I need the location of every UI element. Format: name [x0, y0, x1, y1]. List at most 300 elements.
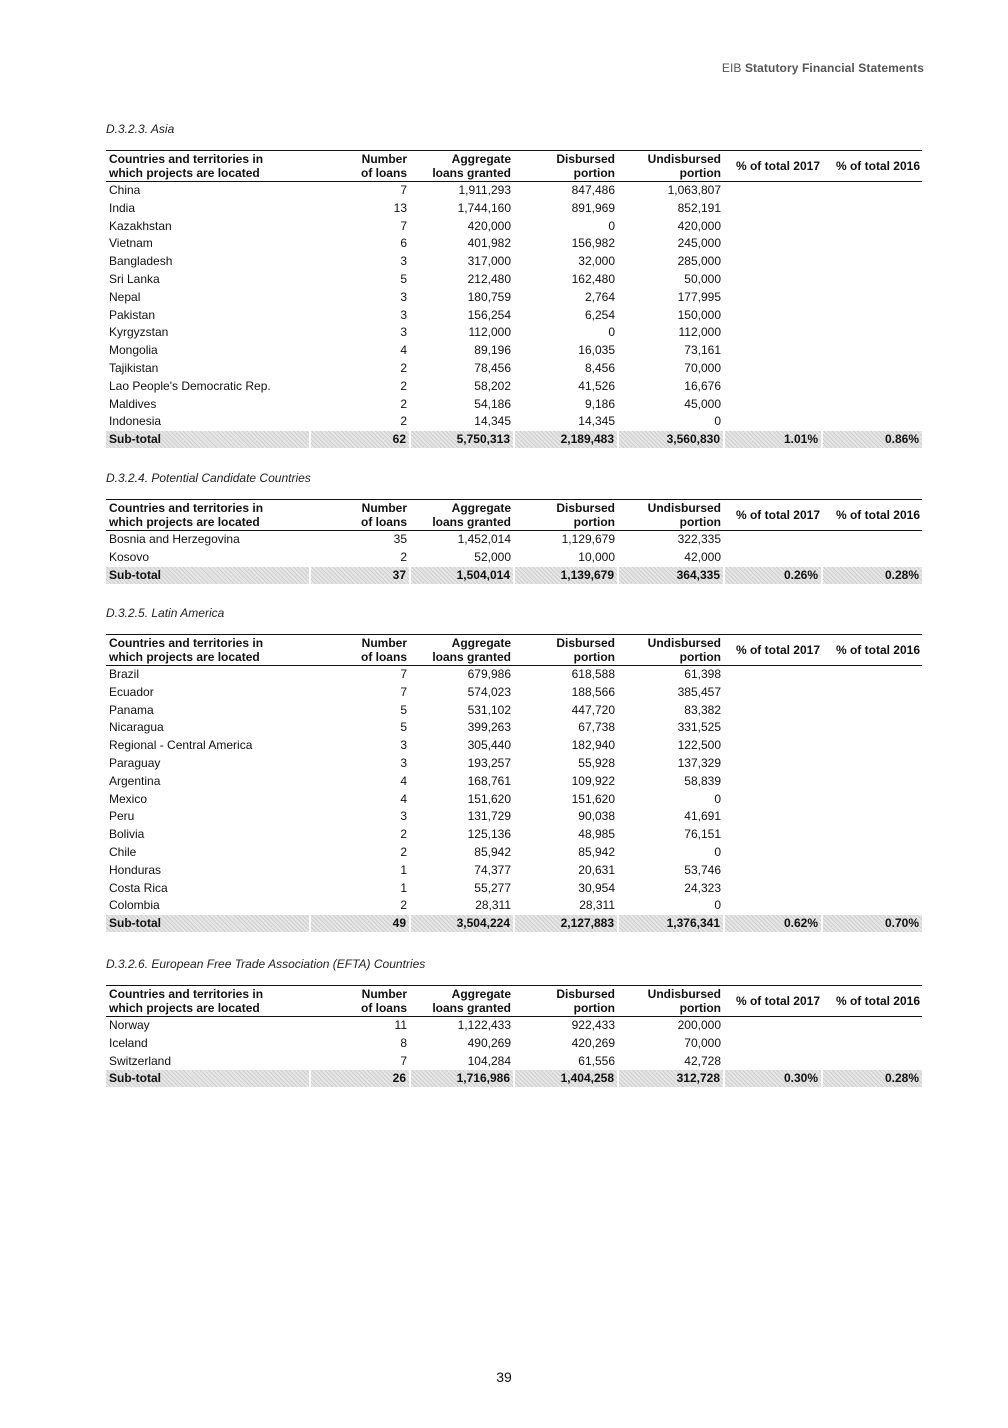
cell-disbursed: 0: [608, 218, 615, 233]
header-title: Statutory Financial Statements: [744, 61, 924, 75]
cell-pct2016: [822, 684, 922, 702]
col-header-country: Countries and territories in which projects are located: [106, 986, 310, 1017]
cell-country: Nepal: [109, 289, 141, 304]
subtotal-disbursed: 2,127,883: [514, 915, 618, 932]
cell-pct2016: [822, 235, 922, 253]
cell-disbursed: 2,764: [584, 289, 615, 304]
table-row: [106, 271, 922, 289]
header-row: [106, 986, 922, 1017]
cell-country: Maldives: [109, 396, 157, 411]
cell-undisbursed: 0: [714, 898, 721, 913]
header-brand: EIB: [721, 61, 742, 75]
cell-aggregate: 14,345: [474, 414, 511, 429]
col-header-number: Number of loans: [310, 500, 410, 531]
cell-pct2016: [822, 253, 922, 271]
cell-pct2017: [724, 755, 822, 773]
section-potential-candidate-countries: [106, 471, 924, 584]
col-header-pct2016: % of total 2016: [822, 635, 922, 666]
cell-number: 1: [400, 880, 407, 895]
subtotal-number: 26: [310, 1070, 410, 1087]
cell-pct2016: [822, 880, 922, 898]
col-header-pct2017: % of total 2017: [724, 151, 822, 182]
table-row: [106, 666, 922, 684]
cell-undisbursed: 42,728: [684, 1053, 721, 1068]
table-row: [106, 182, 922, 200]
cell-disbursed: 61,556: [578, 1053, 615, 1068]
cell-number: 11: [394, 1018, 407, 1032]
cell-aggregate: 180,759: [467, 289, 511, 304]
section-title: D.3.2.3. Asia: [106, 122, 175, 136]
cell-aggregate: 1,452,014: [457, 532, 511, 546]
cell-country: Kyrgyzstan: [109, 325, 169, 340]
col-header-country: Countries and territories in which projects are located: [106, 500, 310, 531]
subtotal-row: [106, 915, 922, 932]
cell-aggregate: 1,122,433: [457, 1018, 511, 1032]
cell-country: Kosovo: [109, 549, 150, 564]
cell-number: 2: [400, 898, 407, 913]
loans-table: [106, 150, 922, 448]
cell-number: 5: [400, 720, 407, 735]
cell-pct2016: [822, 755, 922, 773]
cell-aggregate: 399,263: [467, 720, 511, 735]
cell-undisbursed: 150,000: [677, 307, 721, 322]
page-number: 39: [496, 1369, 512, 1385]
table-row: [106, 791, 922, 809]
cell-number: 4: [400, 773, 407, 788]
cell-pct2017: [724, 182, 822, 200]
cell-disbursed: 67,738: [578, 720, 615, 735]
cell-pct2016: [822, 826, 922, 844]
cell-pct2017: [724, 549, 822, 567]
cell-disbursed: 891,969: [571, 200, 615, 215]
cell-country: China: [109, 183, 141, 197]
table-row: [106, 702, 922, 720]
col-header-aggregate: Aggregate loans granted: [410, 635, 514, 666]
cell-aggregate: 1,911,293: [458, 183, 511, 197]
table-row: [106, 755, 922, 773]
cell-disbursed: 109,922: [571, 773, 615, 788]
loans-table: [106, 985, 922, 1087]
cell-aggregate: 193,257: [467, 755, 511, 770]
cell-pct2017: [724, 702, 822, 720]
cell-pct2016: [822, 289, 922, 307]
cell-pct2017: [724, 791, 822, 809]
cell-undisbursed: 0: [714, 414, 721, 429]
cell-pct2017: [724, 235, 822, 253]
cell-country: Ecuador: [109, 684, 154, 699]
cell-pct2016: [822, 324, 922, 342]
cell-disbursed: 156,982: [571, 236, 615, 251]
subtotal-row: [106, 431, 922, 448]
cell-country: Nicaragua: [109, 720, 164, 735]
cell-pct2016: [822, 549, 922, 567]
col-header-undisbursed: Undisbursed portion: [618, 151, 724, 182]
cell-pct2016: [822, 378, 922, 396]
cell-undisbursed: 0: [714, 844, 721, 859]
subtotal-aggregate: 1,716,986: [410, 1070, 514, 1087]
section-title: D.3.2.6. European Free Trade Association (EFTA) Countries: [106, 957, 426, 971]
cell-aggregate: 168,761: [467, 773, 511, 788]
cell-pct2016: [822, 531, 922, 549]
cell-aggregate: 85,942: [474, 844, 511, 859]
col-header-number: Number of loans: [310, 635, 410, 666]
cell-aggregate: 74,377: [474, 862, 511, 877]
cell-pct2016: [822, 773, 922, 791]
cell-pct2017: [724, 826, 822, 844]
cell-aggregate: 151,620: [467, 791, 511, 806]
cell-country: Honduras: [109, 862, 162, 877]
subtotal-pct2017: 0.62%: [724, 915, 822, 932]
cell-undisbursed: 61,398: [684, 667, 721, 681]
cell-pct2017: [724, 719, 822, 737]
col-header-disbursed: Disbursed portion: [514, 635, 618, 666]
cell-country: Peru: [109, 809, 135, 824]
cell-country: Sri Lanka: [109, 271, 160, 286]
cell-undisbursed: 852,191: [677, 200, 721, 215]
cell-pct2016: [822, 307, 922, 325]
section-asia: [106, 122, 924, 448]
cell-disbursed: 6,254: [584, 307, 615, 322]
cell-number: 2: [400, 844, 407, 859]
col-header-aggregate: Aggregate loans granted: [410, 500, 514, 531]
cell-country: Kazakhstan: [109, 218, 172, 233]
table-row: [106, 549, 922, 567]
cell-disbursed: 48,985: [578, 827, 615, 842]
cell-aggregate: 156,254: [467, 307, 511, 322]
col-header-country: Countries and territories in which projects are located: [106, 635, 310, 666]
cell-number: 3: [400, 289, 407, 304]
cell-aggregate: 212,480: [467, 271, 511, 286]
cell-pct2017: [724, 289, 822, 307]
col-header-disbursed: Disbursed portion: [514, 986, 618, 1017]
col-header-undisbursed: Undisbursed portion: [618, 986, 724, 1017]
cell-undisbursed: 285,000: [677, 254, 721, 269]
col-header-undisbursed: Undisbursed portion: [618, 635, 724, 666]
cell-disbursed: 922,433: [571, 1018, 615, 1032]
cell-number: 35: [393, 532, 407, 546]
header-row: [106, 151, 922, 182]
cell-pct2017: [724, 307, 822, 325]
cell-pct2017: [724, 342, 822, 360]
cell-disbursed: 41,526: [578, 378, 615, 393]
table-row: [106, 862, 922, 880]
subtotal-number: 62: [310, 431, 410, 448]
cell-number: 6: [400, 236, 407, 251]
cell-aggregate: 55,277: [474, 880, 511, 895]
subtotal-country: Sub-total: [106, 915, 310, 932]
cell-pct2016: [822, 702, 922, 720]
cell-undisbursed: 50,000: [684, 271, 721, 286]
table-row: [106, 253, 922, 271]
col-header-aggregate: Aggregate loans granted: [410, 151, 514, 182]
cell-disbursed: 188,566: [571, 684, 615, 699]
cell-number: 7: [400, 667, 407, 681]
cell-number: 3: [400, 738, 407, 753]
cell-aggregate: 574,023: [467, 684, 511, 699]
cell-undisbursed: 70,000: [684, 360, 721, 375]
cell-country: Regional - Central America: [109, 738, 253, 753]
table-row: [106, 1035, 922, 1053]
cell-pct2017: [724, 360, 822, 378]
cell-pct2016: [822, 360, 922, 378]
subtotal-disbursed: 1,404,258: [514, 1070, 618, 1087]
cell-pct2016: [822, 342, 922, 360]
page-header: [722, 61, 924, 75]
cell-disbursed: 10,000: [578, 549, 615, 564]
cell-undisbursed: 137,329: [677, 755, 721, 770]
cell-country: Brazil: [109, 667, 140, 681]
cell-undisbursed: 45,000: [684, 396, 721, 411]
cell-number: 7: [400, 183, 407, 197]
cell-country: Paraguay: [109, 755, 161, 770]
cell-pct2016: [822, 719, 922, 737]
header-row: [106, 500, 922, 531]
cell-pct2016: [822, 897, 922, 915]
subtotal-aggregate: 5,750,313: [410, 431, 514, 448]
cell-aggregate: 305,440: [467, 738, 511, 753]
cell-country: Lao People's Democratic Rep.: [109, 378, 271, 393]
subtotal-disbursed: 2,189,483: [514, 431, 618, 448]
table-row: [106, 826, 922, 844]
cell-pct2017: [724, 378, 822, 396]
table-row: [106, 897, 922, 915]
subtotal-undisbursed: 364,335: [618, 567, 724, 584]
cell-undisbursed: 200,000: [677, 1018, 721, 1032]
subtotal-pct2017: 0.26%: [724, 567, 822, 584]
cell-number: 3: [400, 307, 407, 322]
cell-country: Argentina: [109, 773, 161, 788]
subtotal-row: [106, 567, 922, 584]
table-row: [106, 324, 922, 342]
cell-disbursed: 162,480: [571, 271, 615, 286]
cell-disbursed: 1,129,679: [561, 532, 615, 546]
col-header-pct2017: % of total 2017: [724, 500, 822, 531]
cell-pct2016: [822, 791, 922, 809]
subtotal-undisbursed: 312,728: [618, 1070, 724, 1087]
cell-aggregate: 112,000: [468, 325, 511, 340]
cell-number: 2: [400, 396, 407, 411]
cell-undisbursed: 42,000: [684, 549, 721, 564]
cell-pct2016: [822, 200, 922, 218]
cell-aggregate: 52,000: [474, 549, 511, 564]
cell-disbursed: 90,038: [578, 809, 615, 824]
cell-aggregate: 54,186: [474, 396, 511, 411]
loans-table: [106, 499, 922, 584]
cell-pct2017: [724, 531, 822, 549]
cell-disbursed: 8,456: [584, 360, 615, 375]
cell-country: Bolivia: [109, 827, 145, 842]
cell-pct2017: [724, 253, 822, 271]
col-header-number: Number of loans: [310, 151, 410, 182]
col-header-pct2017: % of total 2017: [724, 635, 822, 666]
cell-number: 3: [400, 325, 407, 340]
subtotal-number: 49: [310, 915, 410, 932]
cell-aggregate: 78,456: [474, 360, 511, 375]
cell-pct2017: [724, 1035, 822, 1053]
cell-country: India: [109, 200, 136, 215]
table-row: [106, 307, 922, 325]
table-row: [106, 1053, 922, 1071]
cell-undisbursed: 70,000: [684, 1035, 721, 1050]
cell-undisbursed: 1,063,807: [667, 183, 721, 197]
table-row: [106, 684, 922, 702]
cell-number: 2: [400, 827, 407, 842]
cell-undisbursed: 112,000: [678, 325, 721, 340]
cell-country: Indonesia: [109, 414, 162, 429]
table-row: [106, 235, 922, 253]
cell-number: 2: [400, 360, 407, 375]
subtotal-country: Sub-total: [106, 1070, 310, 1087]
cell-number: 4: [400, 791, 407, 806]
subtotal-pct2017: 0.30%: [724, 1070, 822, 1087]
cell-disbursed: 28,311: [579, 898, 615, 913]
cell-country: Bangladesh: [109, 254, 173, 269]
cell-pct2016: [822, 844, 922, 862]
table-row: [106, 218, 922, 236]
subtotal-pct2016: 0.86%: [822, 431, 922, 448]
cell-number: 2: [400, 378, 407, 393]
table-row: [106, 413, 922, 431]
cell-pct2016: [822, 808, 922, 826]
cell-number: 13: [393, 200, 407, 215]
cell-country: Costa Rica: [109, 880, 168, 895]
cell-disbursed: 420,269: [571, 1035, 615, 1050]
cell-number: 2: [400, 414, 407, 429]
table-row: [106, 773, 922, 791]
subtotal-country: Sub-total: [106, 431, 310, 448]
cell-disbursed: 20,631: [578, 862, 615, 877]
subtotal-undisbursed: 3,560,830: [618, 431, 724, 448]
cell-country: Colombia: [109, 898, 160, 913]
cell-pct2016: [822, 413, 922, 431]
table-row: [106, 1017, 922, 1035]
table-row: [106, 378, 922, 396]
cell-pct2017: [724, 200, 822, 218]
cell-number: 3: [400, 254, 407, 269]
subtotal-aggregate: 1,504,014: [410, 567, 514, 584]
cell-country: Chile: [109, 844, 137, 859]
cell-aggregate: 58,202: [474, 378, 511, 393]
table-row: [106, 808, 922, 826]
subtotal-number: 37: [310, 567, 410, 584]
cell-undisbursed: 331,525: [677, 720, 721, 735]
cell-pct2016: [822, 271, 922, 289]
cell-pct2016: [822, 218, 922, 236]
cell-pct2017: [724, 880, 822, 898]
cell-undisbursed: 322,335: [677, 532, 721, 546]
cell-pct2016: [822, 182, 922, 200]
cell-aggregate: 317,000: [467, 254, 511, 269]
col-header-undisbursed: Undisbursed portion: [618, 500, 724, 531]
cell-undisbursed: 122,500: [677, 738, 721, 753]
cell-aggregate: 28,311: [475, 898, 511, 913]
cell-undisbursed: 385,457: [677, 684, 721, 699]
cell-aggregate: 1,744,160: [457, 200, 511, 215]
cell-number: 2: [400, 549, 407, 564]
cell-disbursed: 55,928: [578, 755, 615, 770]
cell-number: 7: [400, 1053, 407, 1068]
cell-number: 7: [400, 218, 407, 233]
cell-country: Panama: [109, 702, 154, 717]
cell-pct2017: [724, 271, 822, 289]
cell-pct2016: [822, 1017, 922, 1035]
table-row: [106, 880, 922, 898]
col-header-pct2016: % of total 2016: [822, 500, 922, 531]
table-row: [106, 719, 922, 737]
cell-undisbursed: 83,382: [684, 702, 721, 717]
cell-disbursed: 847,486: [571, 183, 615, 197]
cell-pct2017: [724, 1017, 822, 1035]
cell-pct2016: [822, 1053, 922, 1071]
cell-pct2017: [724, 684, 822, 702]
cell-pct2017: [724, 413, 822, 431]
cell-undisbursed: 0: [714, 791, 721, 806]
cell-pct2017: [724, 808, 822, 826]
subtotal-pct2017: 1.01%: [724, 431, 822, 448]
table-row: [106, 342, 922, 360]
cell-aggregate: 490,269: [467, 1035, 511, 1050]
col-header-disbursed: Disbursed portion: [514, 151, 618, 182]
subtotal-pct2016: 0.28%: [822, 567, 922, 584]
cell-undisbursed: 73,161: [684, 343, 721, 358]
cell-country: Bosnia and Herzegovina: [109, 532, 240, 546]
cell-pct2016: [822, 737, 922, 755]
header-row: [106, 635, 922, 666]
col-header-disbursed: Disbursed portion: [514, 500, 618, 531]
cell-disbursed: 30,954: [578, 880, 615, 895]
cell-aggregate: 679,986: [467, 667, 511, 681]
subtotal-row: [106, 1070, 922, 1087]
subtotal-undisbursed: 1,376,341: [618, 915, 724, 932]
cell-pct2017: [724, 862, 822, 880]
col-header-number: Number of loans: [310, 986, 410, 1017]
cell-pct2017: [724, 897, 822, 915]
cell-pct2017: [724, 1053, 822, 1071]
cell-country: Mexico: [109, 791, 148, 806]
col-header-aggregate: Aggregate loans granted: [410, 986, 514, 1017]
cell-pct2017: [724, 737, 822, 755]
cell-number: 7: [400, 684, 407, 699]
table-row: [106, 360, 922, 378]
cell-country: Iceland: [109, 1035, 148, 1050]
cell-undisbursed: 41,691: [684, 809, 721, 824]
cell-country: Tajikistan: [109, 360, 159, 375]
cell-number: 3: [400, 755, 407, 770]
cell-undisbursed: 76,151: [684, 827, 721, 842]
cell-country: Mongolia: [109, 343, 158, 358]
cell-aggregate: 125,136: [467, 827, 511, 842]
cell-disbursed: 9,186: [584, 396, 615, 411]
cell-pct2017: [724, 324, 822, 342]
cell-undisbursed: 24,323: [684, 880, 721, 895]
cell-undisbursed: 58,839: [684, 773, 721, 788]
cell-disbursed: 0: [608, 325, 615, 340]
cell-number: 5: [400, 702, 407, 717]
cell-pct2017: [724, 844, 822, 862]
cell-country: Pakistan: [109, 307, 156, 322]
subtotal-disbursed: 1,139,679: [514, 567, 618, 584]
cell-aggregate: 104,284: [467, 1053, 511, 1068]
cell-disbursed: 85,942: [578, 844, 615, 859]
cell-pct2016: [822, 666, 922, 684]
table-row: [106, 844, 922, 862]
subtotal-aggregate: 3,504,224: [410, 915, 514, 932]
cell-number: 4: [400, 343, 407, 358]
cell-number: 5: [400, 271, 407, 286]
cell-aggregate: 89,196: [474, 343, 511, 358]
cell-aggregate: 401,982: [467, 236, 511, 251]
cell-pct2016: [822, 1035, 922, 1053]
